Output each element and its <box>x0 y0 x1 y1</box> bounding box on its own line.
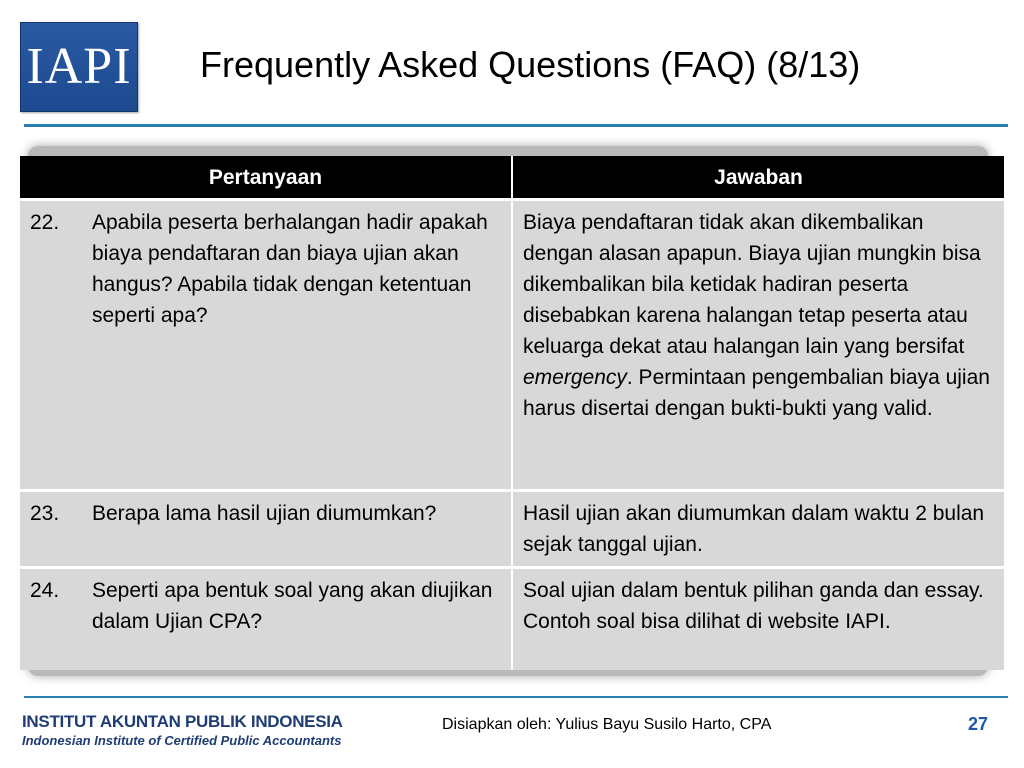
slide-title: Frequently Asked Questions (FAQ) (8/13) <box>200 44 861 85</box>
iapi-logo <box>20 22 138 112</box>
answer-cell <box>512 200 1004 491</box>
question-cell <box>20 568 512 670</box>
answer-text-end: . Permintaan pengembalian biaya ujian harus disertai dengan bukti-bukti yang valid. <box>523 366 990 420</box>
table-row <box>20 568 1004 670</box>
question-cell <box>20 491 512 568</box>
top-divider <box>24 124 1008 127</box>
answer-text: Soal ujian dalam bentuk pilihan ganda dan essay. Contoh soal bisa dilihat di website IAPI. <box>523 579 984 633</box>
table-row <box>20 491 1004 568</box>
question-text: Berapa lama hasil ujian diumumkan? <box>92 502 437 525</box>
answer-cell <box>512 491 1004 568</box>
faq-table <box>20 156 1004 670</box>
answer-text: Biaya pendaftaran tidak akan dikembalikan dengan alasan apapun. Biaya ujian mungkin bisa dikembalikan bila ketidak hadiran peserta disebabkan karena halangan tetap peserta atau keluarga dekat atau halangan lain yang bersifat <box>523 211 981 358</box>
bottom-divider <box>24 696 1008 698</box>
question-cell <box>20 200 512 491</box>
question-text: Apabila peserta berhalangan hadir apakah biaya pendaftaran dan biaya ujian akan hangus? Apabila tidak dengan ketentuan seperti apa? <box>92 211 488 327</box>
question-text: Seperti apa bentuk soal yang akan diujikan dalam Ujian CPA? <box>92 579 493 633</box>
question-number: 22. <box>30 211 60 234</box>
header-question: Pertanyaan <box>20 156 512 200</box>
page-number: 27 <box>968 714 989 734</box>
question-number: 23. <box>30 502 60 525</box>
footer-prepared-by: Disiapkan oleh: Yulius Bayu Susilo Harto, CPA <box>442 716 772 733</box>
footer-org-subtitle: Indonesian Institute of Certified Public Accountants <box>22 733 342 748</box>
table-header-row <box>20 156 1004 200</box>
answer-text: Hasil ujian akan diumumkan dalam waktu 2 bulan sejak tanggal ujian. <box>523 502 985 556</box>
logo-text: IAPI <box>26 38 132 95</box>
question-number: 24. <box>30 579 60 602</box>
answer-cell <box>512 568 1004 670</box>
footer-org-name: INSTITUT AKUNTAN PUBLIK INDONESIA <box>22 712 343 731</box>
answer-emphasis: emergency <box>523 366 627 389</box>
table-row <box>20 200 1004 491</box>
header-answer: Jawaban <box>512 156 1004 200</box>
